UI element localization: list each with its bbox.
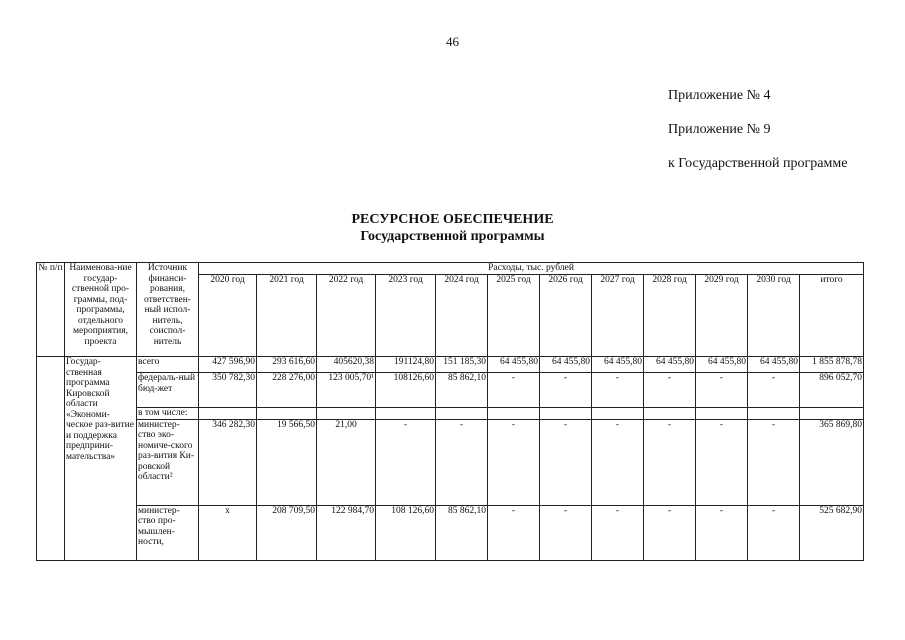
value-cell: - <box>696 505 748 560</box>
value-cell: - <box>592 373 644 408</box>
value-cell: 108 126,60 <box>376 505 436 560</box>
header-year: 2020 год <box>199 275 257 357</box>
value-cell: 122 984,70 <box>317 505 376 560</box>
value-cell: - <box>644 373 696 408</box>
header-year: 2026 год <box>540 275 592 357</box>
value-cell: - <box>696 419 748 505</box>
appendix-line-3: к Государственной программе <box>668 156 848 171</box>
value-cell: 228 276,00 <box>257 373 317 408</box>
value-cell: - <box>540 419 592 505</box>
value-cell: 64 455,80 <box>488 357 540 373</box>
value-cell <box>376 408 436 420</box>
value-cell: - <box>488 505 540 560</box>
value-cell: 64 455,80 <box>644 357 696 373</box>
appendix-line-1: Приложение № 4 <box>668 88 771 103</box>
value-cell: - <box>644 505 696 560</box>
total-cell: 896 052,70 <box>800 373 864 408</box>
value-cell: 151 185,30 <box>436 357 488 373</box>
value-cell: - <box>748 419 800 505</box>
value-cell <box>748 408 800 420</box>
value-cell: 108126,60 <box>376 373 436 408</box>
value-cell <box>592 408 644 420</box>
source-cell: министер-ство про-мышлен-ности, <box>137 505 199 560</box>
value-cell <box>696 408 748 420</box>
table-row <box>37 419 864 505</box>
header-source: Источник финанси-рования, ответствен-ный испол-нитель, соиспол-нитель <box>137 263 199 357</box>
total-cell: 1 855 878,78 <box>800 357 864 373</box>
value-cell <box>644 408 696 420</box>
header-year: 2023 год <box>376 275 436 357</box>
value-cell: - <box>540 505 592 560</box>
value-cell: 21,00 <box>317 419 376 505</box>
value-cell <box>488 408 540 420</box>
value-cell: 19 566,50 <box>257 419 317 505</box>
value-cell: - <box>488 373 540 408</box>
value-cell: - <box>436 419 488 505</box>
header-year: 2024 год <box>436 275 488 357</box>
total-cell: 525 682,90 <box>800 505 864 560</box>
document-subtitle: Государственной программы <box>360 229 545 244</box>
header-name: Наименова-ние государ-ственной про-граммы, под-программы, отдельного мероприятия, проекта <box>65 263 137 357</box>
value-cell: - <box>592 419 644 505</box>
value-cell: 346 282,30 <box>199 419 257 505</box>
document-title: РЕСУРСНОЕ ОБЕСПЕЧЕНИЕ <box>351 212 554 227</box>
header-year: 2030 год <box>748 275 800 357</box>
header-year: 2021 год <box>257 275 317 357</box>
header-total: итого <box>800 275 864 357</box>
program-name-cell: Государ-ственная программа Кировской области «Экономи-ческое раз-витие и поддержка предприни-мательства» <box>65 357 137 561</box>
source-cell: всего <box>137 357 199 373</box>
source-cell: в том числе: <box>137 408 199 420</box>
value-cell: 64 455,80 <box>696 357 748 373</box>
table-row <box>37 408 864 420</box>
header-year: 2027 год <box>592 275 644 357</box>
header-year: 2022 год <box>317 275 376 357</box>
value-cell: - <box>644 419 696 505</box>
header-year: 2028 год <box>644 275 696 357</box>
value-cell: 350 782,30 <box>199 373 257 408</box>
value-cell: - <box>748 505 800 560</box>
total-cell: 365 869,80 <box>800 419 864 505</box>
header-expenses: Расходы, тыс. рублей <box>199 263 864 275</box>
value-cell: - <box>376 419 436 505</box>
value-cell: 64 455,80 <box>592 357 644 373</box>
value-cell: 293 616,60 <box>257 357 317 373</box>
value-cell: x <box>199 505 257 560</box>
value-cell: 191124,80 <box>376 357 436 373</box>
value-cell: - <box>748 373 800 408</box>
value-cell <box>317 408 376 420</box>
value-cell <box>540 408 592 420</box>
value-cell: - <box>540 373 592 408</box>
page-number: 46 <box>446 34 459 49</box>
table-row <box>37 357 864 373</box>
value-cell: 427 596,90 <box>199 357 257 373</box>
value-cell: 208 709,50 <box>257 505 317 560</box>
header-year: 2029 год <box>696 275 748 357</box>
appendix-line-2: Приложение № 9 <box>668 122 771 137</box>
value-cell: - <box>696 373 748 408</box>
value-cell: - <box>488 419 540 505</box>
row-number-cell <box>37 357 65 561</box>
value-cell: - <box>592 505 644 560</box>
table-row <box>37 505 864 560</box>
value-cell <box>257 408 317 420</box>
value-cell: 85 862,10 <box>436 373 488 408</box>
header-number: № п/п <box>37 263 65 357</box>
value-cell: 405620,38 <box>317 357 376 373</box>
value-cell <box>436 408 488 420</box>
resource-table <box>36 262 864 561</box>
source-cell: федераль-ный бюд-жет <box>137 373 199 408</box>
value-cell: 64 455,80 <box>540 357 592 373</box>
total-cell <box>800 408 864 420</box>
source-cell: министер-ство эко-номиче-ского раз-вития Ки-ровской области² <box>137 419 199 505</box>
table-row <box>37 373 864 408</box>
value-cell: 85 862,10 <box>436 505 488 560</box>
value-cell <box>199 408 257 420</box>
header-year: 2025 год <box>488 275 540 357</box>
value-cell: 64 455,80 <box>748 357 800 373</box>
value-cell: 123 005,70¹ <box>317 373 376 408</box>
